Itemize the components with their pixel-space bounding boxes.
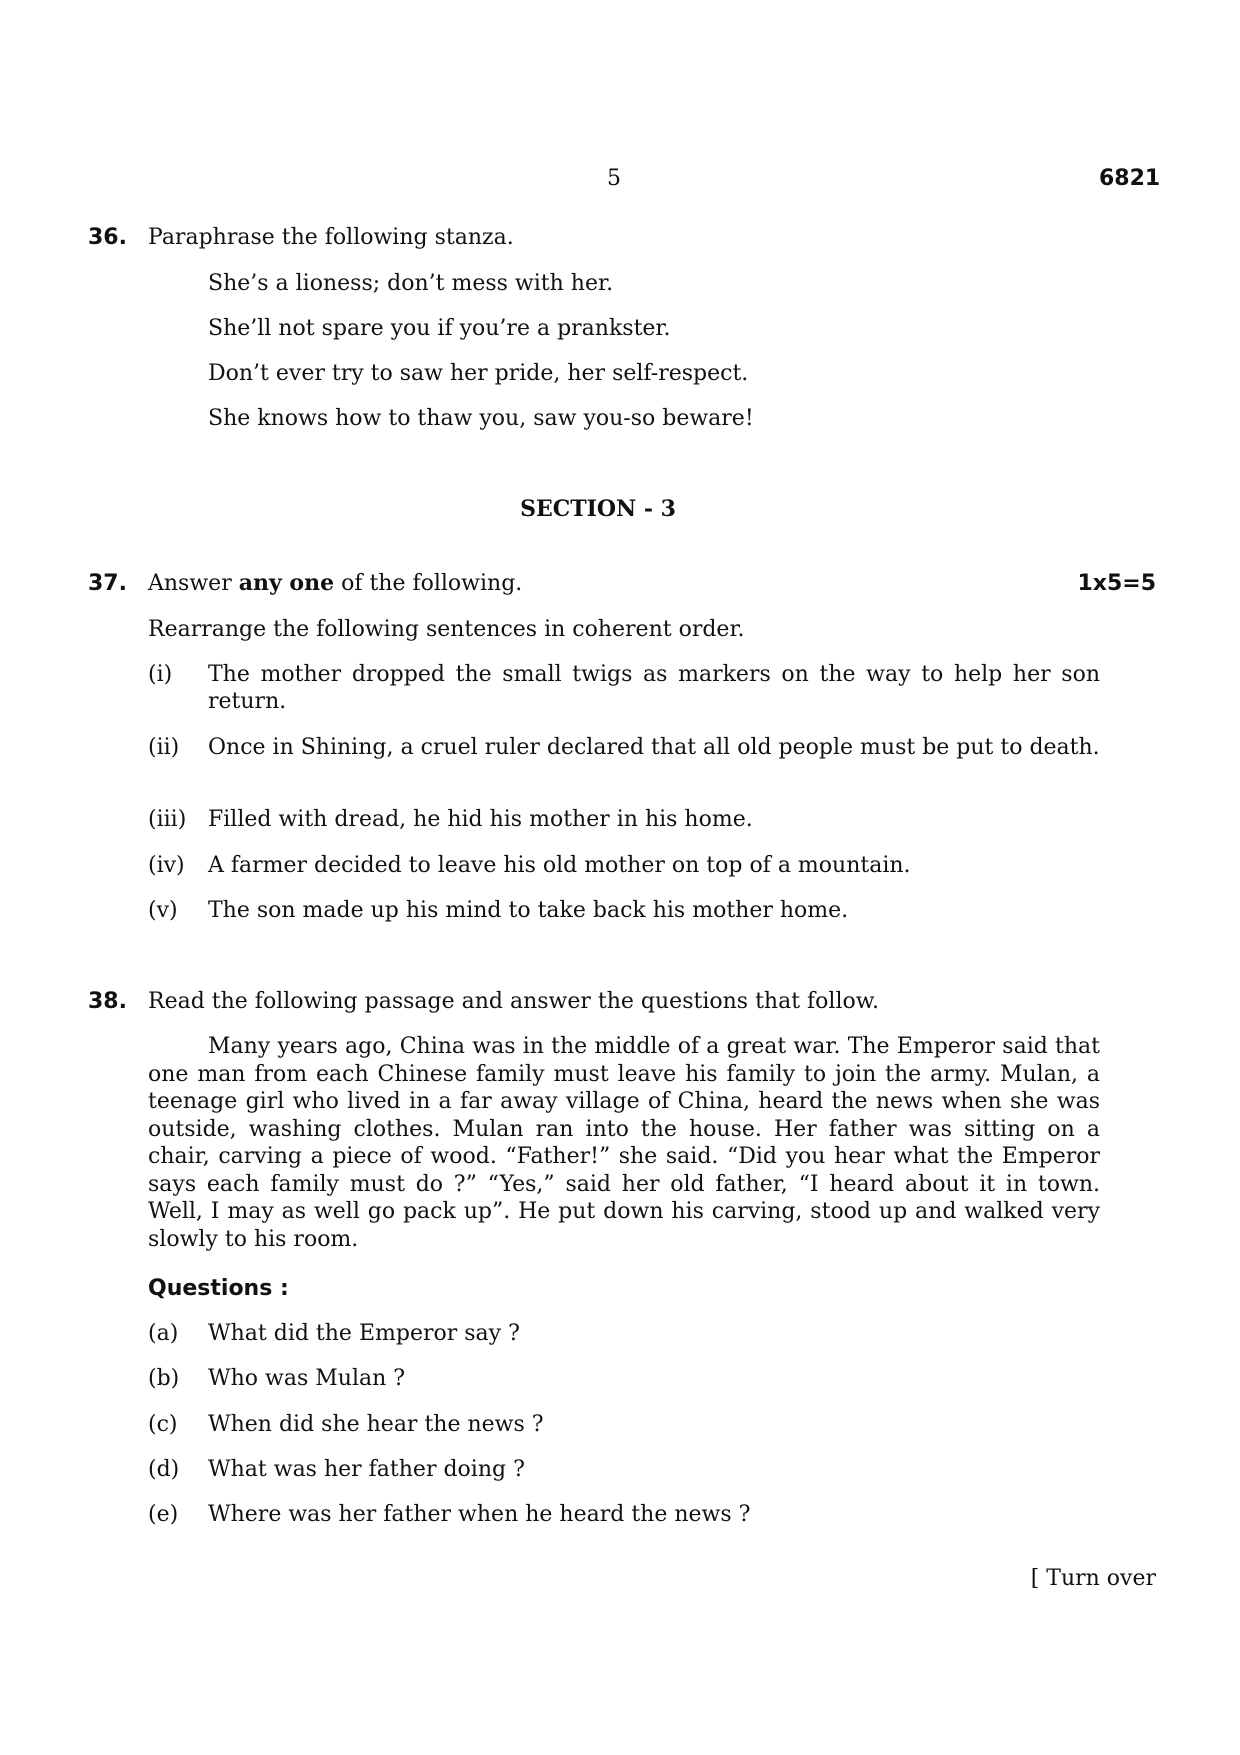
sentence-item: A farmer decided to leave his old mother on top of a mountain. (208, 853, 911, 878)
sentence-item: The son made up his mind to take back his mother home. (208, 898, 849, 923)
stanza-line-2: She’ll not spare you if you’re a prankster. (208, 316, 671, 341)
question-number-36: 36. (88, 225, 127, 250)
question-label: (c) (148, 1412, 178, 1437)
item-label: (iv) (148, 853, 185, 878)
q37-marks: 1x5=5 (1077, 571, 1156, 596)
question-number-38: 38. (88, 989, 127, 1014)
comprehension-question: What was her father doing ? (208, 1457, 525, 1482)
item-label: (i) (148, 662, 173, 687)
question-number-37: 37. (88, 571, 127, 596)
q37-emphasis: any one (238, 570, 335, 596)
comprehension-question: Where was her father when he heard the news ? (208, 1502, 751, 1527)
reading-passage: Many years ago, China was in the middle of a great war. The Emperor said that one man from each Chinese family must leave his family to join the army. Mulan, a teenage girl who lived in a far away village of China, heard the news when she was outside, washing clothes. Mulan ran into the house. Her father was sitting on a chair, carving a piece of wood. “Father!” she said. “Did you hear what the Emperor says each family must do ?” “Yes,” said her old father, “I heard about it in town. Well, I may as well go pack up”. He put down his carving, stood up and walked very slowly to his room. (148, 1034, 1100, 1252)
sentence-item: Filled with dread, he hid his mother in his home. (208, 807, 753, 832)
item-label: (v) (148, 898, 178, 923)
turn-over-note: [ Turn over (1030, 1566, 1156, 1591)
stanza-line-3: Don’t ever try to saw her pride, her self-respect. (208, 361, 749, 386)
section-heading: SECTION - 3 (520, 496, 676, 522)
question-label: (d) (148, 1457, 180, 1482)
comprehension-question: When did she hear the news ? (208, 1412, 544, 1437)
question-label: (a) (148, 1321, 179, 1346)
q37-instruction: Answer any one of the following. (148, 570, 523, 596)
sentence-item: The mother dropped the small twigs as markers on the way to help her son return. (208, 662, 1100, 714)
stanza-line-4: She knows how to thaw you, saw you-so beware! (208, 406, 754, 431)
questions-heading: Questions : (148, 1276, 289, 1301)
item-label: (ii) (148, 735, 180, 760)
q38-instruction: Read the following passage and answer the questions that follow. (148, 989, 879, 1014)
paper-code: 6821 (1099, 166, 1161, 191)
comprehension-question: Who was Mulan ? (208, 1366, 406, 1391)
q37-subinstruction: Rearrange the following sentences in coherent order. (148, 617, 745, 642)
q36-instruction: Paraphrase the following stanza. (148, 225, 514, 250)
question-label: (b) (148, 1366, 180, 1391)
sentence-item: Once in Shining, a cruel ruler declared that all old people must be put to death. (208, 735, 1100, 760)
stanza-line-1: She’s a lioness; don’t mess with her. (208, 271, 614, 296)
comprehension-question: What did the Emperor say ? (208, 1321, 520, 1346)
question-label: (e) (148, 1502, 179, 1527)
page-number: 5 (607, 166, 621, 191)
item-label: (iii) (148, 807, 187, 832)
